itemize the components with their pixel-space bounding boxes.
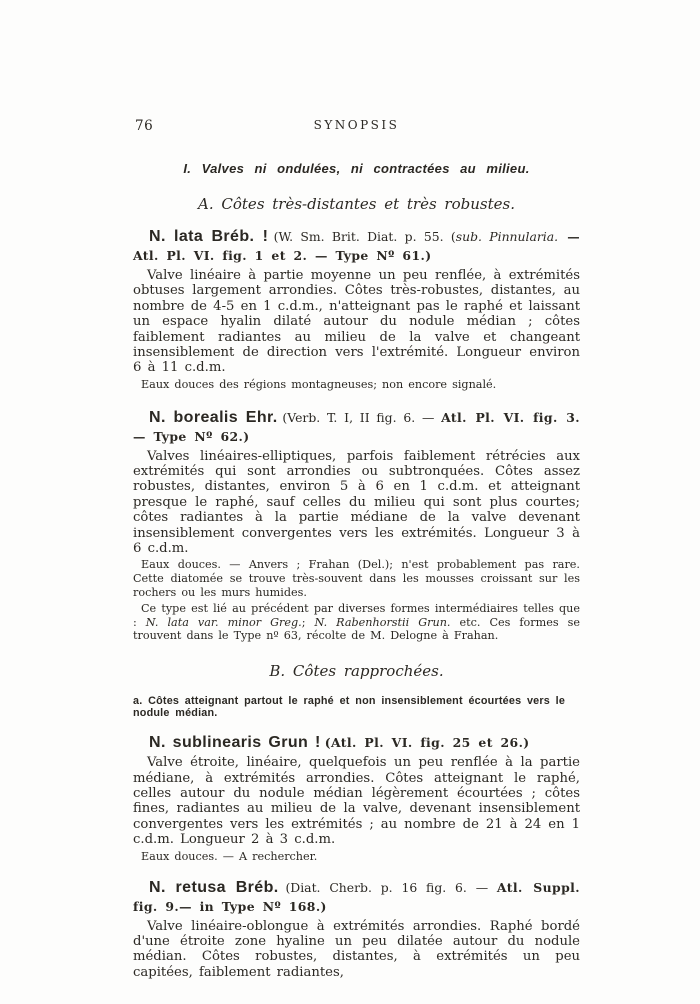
species-name: N. sublinearis Grun ! <box>149 734 321 752</box>
taxon-name-italic: N. lata var. minor Greg. <box>145 615 302 629</box>
habitat-note: Eaux douces des régions montagneuses; non encore signalé. <box>141 377 497 391</box>
text-block <box>133 118 580 980</box>
species-description: Valve linéaire-oblongue à extrémités arrondies. Raphé bordé d'une étroite zone hyaline un peu dilatée autour du nodule médian. Côtes robustes, distantes, à extrémités un peu capitées, faiblement radiantes, <box>133 918 580 980</box>
habitat-note: Eaux douces. — Anvers ; Frahan (Del.); n'est probablement pas rare. Cette diatomée se trouve très-souvent dans les mousses croissant sur les rochers ou les murs humides. <box>133 558 580 600</box>
habitat-note: Eaux douces. — A rechercher. <box>141 849 318 863</box>
note-text: ; <box>301 615 315 629</box>
species-citation-bold: (Atl. Pl. VI. fig. 25 et 26.) <box>324 735 530 751</box>
species-citation: (W. Sm. Brit. Diat. p. 55. ( <box>273 229 456 244</box>
species-citation-italic: sub. Pinnularia. <box>455 229 559 244</box>
note-text: Ce type est lié au précédent par diverses formes intermédiaires telles que : <box>133 601 580 629</box>
running-head <box>133 118 580 136</box>
note-text: etc. Ces formes se trouvent dans le Type nº 63, récolte de M. Delogne à Frahan. <box>133 615 580 643</box>
species-name: N. borealis Ehr. <box>149 408 278 426</box>
running-title: SYNOPSIS <box>313 118 400 132</box>
species-description: Valves linéaires-elliptiques, parfois faiblement rétrécies aux extrémités qui sont arrondies ou subtronquées. Côtes assez robustes, distantes, environ 5 à 6 en 1 c.d.m. et atteignant presque le raphé, sauf celles du milieu qui sont plus courtes; côtes radiantes à la partie médiane de la valve devenant insensiblement convergentes vers les extrémités. Longueur 3 à 6 c.d.m. <box>133 448 580 557</box>
intermediate-forms-note <box>133 602 580 643</box>
section-heading-a: A. Côtes très-distantes et très robustes. <box>198 195 515 213</box>
species-name: N. retusa Bréb. <box>149 878 279 896</box>
species-entry-heading-sublinearis <box>133 733 580 752</box>
taxon-name-italic: N. Rabenhorstii Grun. <box>314 615 451 629</box>
species-name: N. lata Bréb. ! <box>149 228 269 245</box>
species-description: Valve étroite, linéaire, quelquefois un peu renflée à la partie médiane, à extrémités arrondies. Côtes atteignant le raphé, celles autour du nodule médian légèrement écourtées ; côtes fines, radiantes au milieu de la valve, devenant insensiblement convergentes vers les extrémités ; au nombre de 21 à 24 en 1 c.d.m. Longueur 2 à 3 c.d.m. <box>133 755 580 848</box>
section-heading-b: B. Côtes rapprochées. <box>269 662 444 681</box>
species-description: Valve linéaire à partie moyenne un peu renflée, à extrémités obtuses largement arrondies. Côtes très-robustes, distantes, au nombre de 4-5 en 1 c.d.m., n'atteignant pas le raphé et laissant un espace hyalin dilaté autour du nodule médian ; côtes faiblement radiantes au milieu de la valve et changeant insensiblement de direction vers l'extrémité. Longueur environ 6 à 11 c.d.m. <box>133 268 580 376</box>
species-entry-heading-retusa <box>133 878 580 916</box>
species-citation: (Verb. T. I, II fig. 6. — <box>282 409 442 425</box>
species-entry-heading-lata <box>133 227 580 265</box>
species-citation-bold: — Atl. Pl. VI. fig. 1 et 2. — Type Nº 61.) <box>133 229 580 263</box>
species-citation-bold: Atl. Suppl. fig. 9.— in Type Nº 168.) <box>133 879 580 914</box>
species-entry-heading-borealis <box>133 408 580 446</box>
species-citation: (Diat. Cherb. p. 16 fig. 6. — <box>285 879 497 895</box>
page-number: 76 <box>135 118 154 134</box>
division-heading: I. Valves ni ondulées, ni contractées au milieu. <box>183 161 530 176</box>
species-citation-bold: Atl. Pl. VI. fig. 3. — Type Nº 62.) <box>133 409 580 444</box>
subsection-heading-a: a. Côtes atteignant partout le raphé et non insensiblement écourtées vers le nodule médian. <box>133 695 566 720</box>
